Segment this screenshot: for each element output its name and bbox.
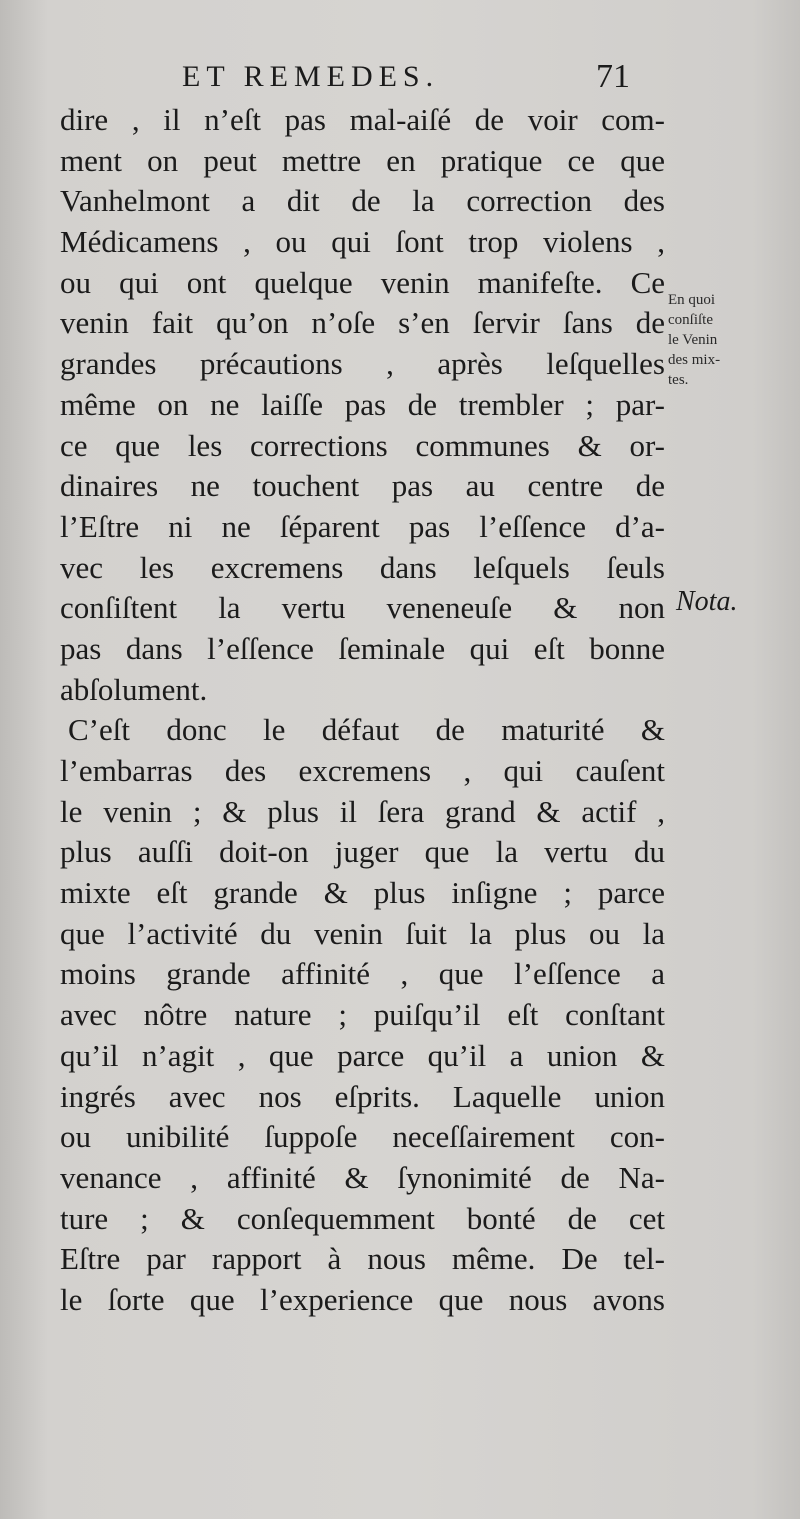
text-line: avec nôtre nature ; puiſqu’il eſt conſtant [60,997,665,1033]
text-line: moins grande affinité , que l’eſſence a [60,956,665,992]
text-line: ment on peut mettre en pratique ce que [60,142,665,178]
page-number: 71 [596,58,630,95]
text-line: venin fait qu’on n’oſe s’en ſervir ſans de [60,305,665,341]
text-line: abſolument. [60,671,208,707]
text-line: vec les excremens dans leſquels ſeuls [60,549,665,585]
text-line: ou unibilité ſuppoſe neceſſairement con- [60,1119,665,1155]
text-line: ture ; & conſequemment bonté de cet [60,1200,665,1236]
text-line: Eſtre par rapport à nous même. De tel- [60,1241,665,1277]
margin-note-line: tes. [668,372,689,388]
text-line: dinaires ne touchent pas au centre de [60,468,665,504]
margin-note-line: des mix- [668,352,721,368]
running-title: ET REMEDES. [182,60,440,93]
text-line: grandes précautions , après leſquelles [60,346,665,382]
text-line: qu’il n’agit , que parce qu’il a union & [60,1037,665,1073]
text-line: conſiſtent la vertu veneneuſe & non [60,590,665,626]
text-line: l’Eſtre ni ne ſéparent pas l’eſſence d’a- [60,508,665,544]
text-line: que l’activité du venin ſuit la plus ou la [60,915,665,951]
text-line: l’embarras des excremens , qui cauſent [60,753,665,788]
body-text [60,100,665,1321]
text-line: même on ne laiſſe pas de trembler ; par- [60,386,665,422]
text-line: ingrés avec nos eſprits. Laquelle union [60,1078,665,1114]
text-line: Vanhelmont a dit de la correction des [60,183,665,219]
text-line: ce que les corrections communes & or- [60,427,665,463]
text-line: plus auſſi doit-on juger que la vertu du [60,834,665,870]
text-line: le venin ; & plus il ſera grand & actif , [60,793,665,829]
text-line: dire , il n’eſt pas mal-aiſé de voir com- [60,102,665,137]
text-line: Médicamens , ou qui ſont trop violens , [60,224,665,260]
nota-marginal: Nota. [676,586,738,617]
text-line: mixte eſt grande & plus inſigne ; parce [60,875,665,911]
text-line: pas dans l’eſſence ſeminale qui eſt bonne [60,630,665,666]
text-line: le ſorte que l’experience que nous avons [60,1281,665,1317]
margin-note [668,290,768,390]
text-line: C’eſt donc le défaut de maturité & [68,712,665,748]
text-line: venance , affinité & ſynonimité de Na- [60,1159,665,1195]
text-line: ou qui ont quelque venin manifeſte. Ce [60,264,665,300]
margin-note-line: En quoi [668,292,716,308]
page-header [0,54,800,100]
margin-note-line: conſiſte [668,312,713,328]
margin-note-line: le Venin [668,332,718,348]
